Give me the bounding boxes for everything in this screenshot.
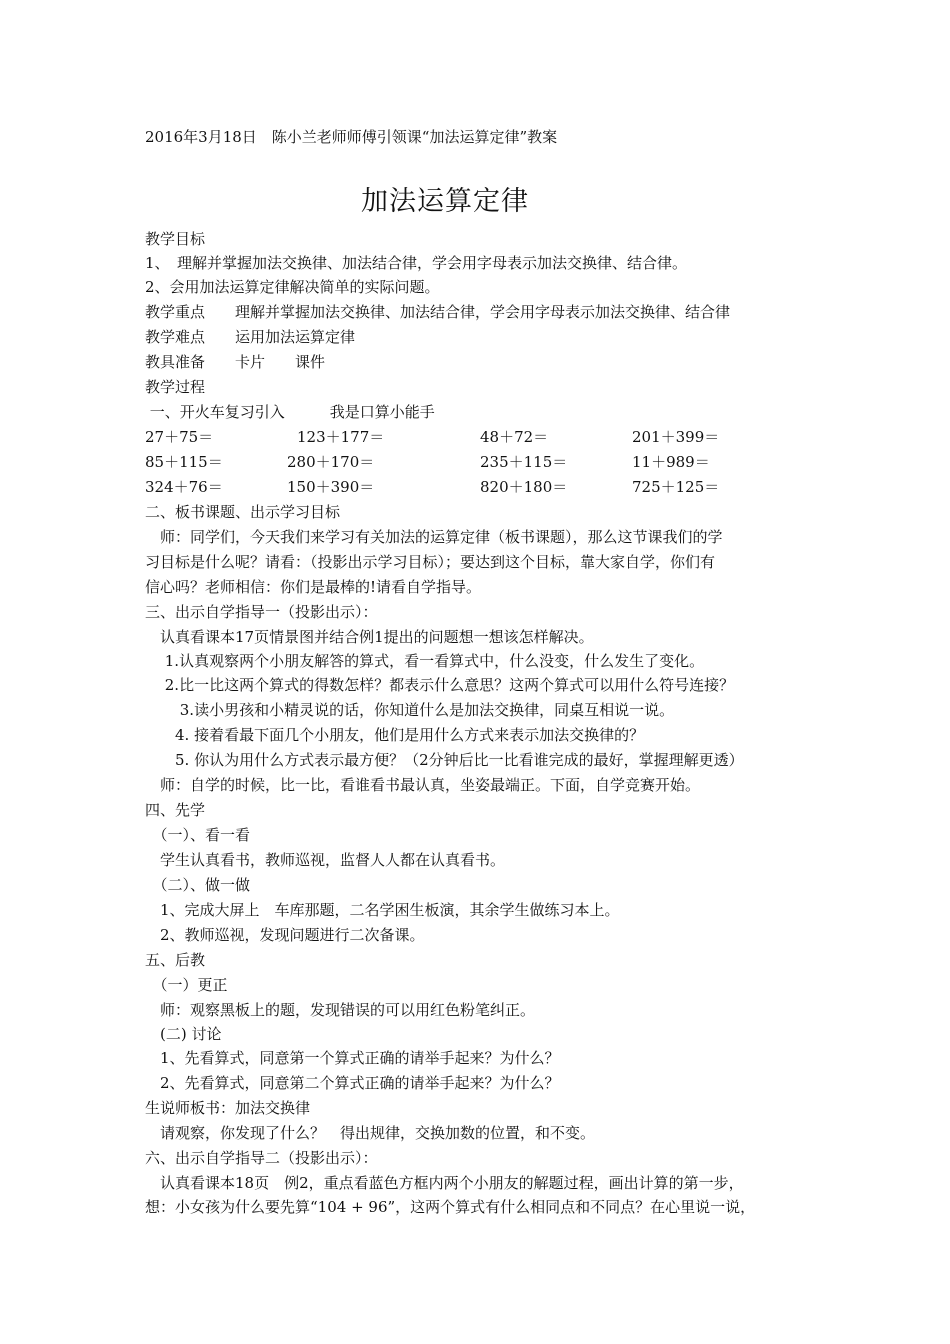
text-line: 六、出示自学指导二（投影出示）： [145,1149,378,1167]
text-line: 2、教师巡视，发现问题进行二次备课。 [145,926,425,944]
page-title: 加法运算定律 [361,186,529,217]
calc-cell: 324＋76＝ [145,478,223,496]
header-line: 2016年3月18日 陈小兰老师师傅引领课“加法运算定律”教案 [145,128,558,146]
calc-cell: 11＋989＝ [632,453,710,471]
text-line: 2.比一比这两个算式的得数怎样？都表示什么意思？这两个算式可以用什么符号连接？ [145,676,735,694]
text-line: 认真看课本18页 例2，重点看蓝色方框内两个小朋友的解题过程，画出计算的第一步， [145,1174,744,1192]
calc-cell: 48＋72＝ [480,428,549,446]
calc-cell: 725＋125＝ [632,478,720,496]
text-line: 1、 理解并掌握加法交换律、加法结合律，学会用字母表示加法交换律、结合律。 [145,254,688,272]
text-line: 想：小女孩为什么要先算“104 + 96”，这两个算式有什么相同点和不同点？在心里说一说， [145,1198,756,1216]
calc-cell: 235＋115＝ [480,453,568,471]
text-line: 教学目标 [145,230,206,248]
text-line: 习目标是什么呢？请看：（投影出示学习目标）；要达到这个目标，靠大家自学，你们有 [145,553,716,571]
text-line: 学生认真看书，教师巡视，监督人人都在认真看书。 [145,851,506,869]
text-line: (二) 讨论 [145,1025,222,1043]
text-line: （二）、做一做 [145,876,251,894]
text-line: 1、完成大屏上 车库那题，二名学困生板演，其余学生做练习本上。 [145,901,620,919]
text-line: 生说师板书：加法交换律 [145,1099,311,1117]
text-line: 教具准备 卡片 课件 [145,353,326,371]
text-line: （一）更正 [145,976,228,994]
text-line: 五、后教 [145,951,206,969]
text-line: 3.读小男孩和小精灵说的话，你知道什么是加法交换律，同桌互相说一说。 [145,701,675,719]
text-line: 教学难点 运用加法运算定律 [145,328,356,346]
text-line: 4. 接着看最下面几个小朋友，他们是用什么方式来表示加法交换律的？ [145,726,645,744]
text-line: 三、出示自学指导一（投影出示）： [145,603,378,621]
text-line: 师：自学的时候，比一比，看谁看书最认真，坐姿最端正。下面，自学竞赛开始。 [145,776,701,794]
text-line: 请观察，你发现了什么？ 得出规律，交换加数的位置，和不变。 [145,1124,596,1142]
text-line: 二、板书课题、出示学习目标 [145,503,341,521]
text-line: 5. 你认为用什么方式表示最方便？（2分钟后比一比看谁完成的最好，掌握理解更透） [145,751,744,769]
calc-cell: 820＋180＝ [480,478,568,496]
text-line: 师：同学们，今天我们来学习有关加法的运算定律（板书课题），那么这节课我们的学 [145,528,723,546]
text-line: 1.认真观察两个小朋友解答的算式，看一看算式中，什么没变，什么发生了变化。 [145,652,705,670]
text-line: （一）、看一看 [145,826,251,844]
text-line: 四、先学 [145,801,206,819]
text-line: 一、开火车复习引入 我是口算小能手 [145,403,435,421]
text-line: 教学过程 [145,378,206,396]
calc-cell: 85＋115＝ [145,453,223,471]
text-line: 1、先看算式，同意第一个算式正确的请举手起来？为什么？ [145,1049,560,1067]
calc-cell: 201＋399＝ [632,428,720,446]
calc-cell: 27＋75＝ [145,428,214,446]
calc-cell: 123＋177＝ [297,428,385,446]
text-line: 师：观察黑板上的题，发现错误的可以用红色粉笔纠正。 [145,1001,536,1019]
calc-cell: 150＋390＝ [287,478,375,496]
text-line: 信心吗？老师相信：你们是最棒的!请看自学指导。 [145,578,482,596]
text-line: 2、会用加法运算定律解决简单的实际问题。 [145,278,440,296]
text-line: 教学重点 理解并掌握加法交换律、加法结合律，学会用字母表示加法交换律、结合律 [145,303,731,321]
calc-cell: 280＋170＝ [287,453,375,471]
text-line: 2、先看算式，同意第二个算式正确的请举手起来？为什么？ [145,1074,560,1092]
text-line: 认真看课本17页情景图并结合例1提出的问题想一想该怎样解决。 [145,628,594,646]
